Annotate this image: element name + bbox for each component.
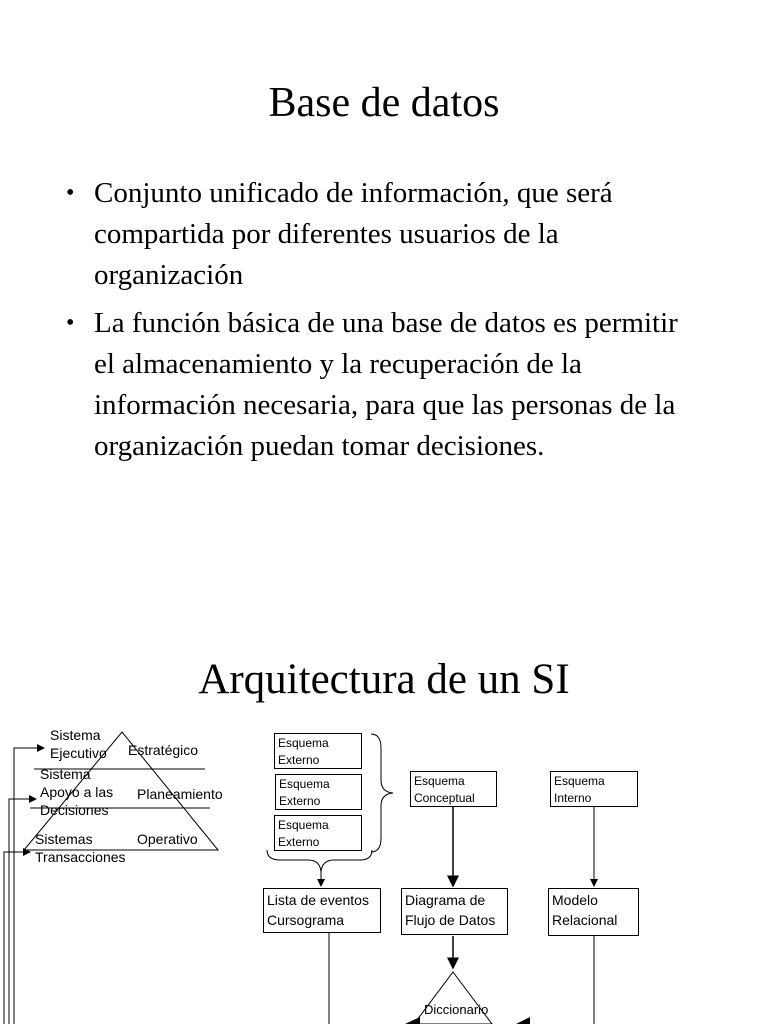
slide-title: Base de datos xyxy=(268,80,500,126)
bullet-item xyxy=(60,173,700,296)
brace-bottom xyxy=(267,850,372,872)
bullet-text: La función básica de una base de datos es permitir el almacenamiento y la recuperación de la información necesaria, para que las personas de la organización puedan tomar decisiones. xyxy=(94,307,678,462)
dictionary-label: Diccionario xyxy=(424,1002,489,1017)
dfd-box: Diagrama de Flujo de Datos xyxy=(401,888,508,935)
conceptual-schema-box: Esquema Conceptual xyxy=(410,771,497,807)
external-schema-box: Esquema Externo xyxy=(275,774,362,810)
pyramid-level-label: Estratégico xyxy=(128,742,199,758)
events-list-box: Lista de eventos Cursograma xyxy=(263,888,381,933)
bullet-list xyxy=(60,173,700,474)
bullet-dot-icon: • xyxy=(66,310,75,336)
pyramid-system-label: Sistema Ejecutivo xyxy=(50,727,107,761)
internal-schema-box: Esquema Interno xyxy=(550,771,638,807)
pyramid-level-label: Planeamiento xyxy=(137,786,223,802)
feedback-arrow xyxy=(9,799,36,1024)
slide-title: Arquitectura de un SI xyxy=(198,656,570,703)
pyramid-system-label: Sistema Apoyo a las Decisiones xyxy=(40,766,114,818)
brace-right xyxy=(371,734,393,852)
diagram-lines xyxy=(0,512,768,1024)
bullet-dot-icon: • xyxy=(66,180,75,206)
pyramid-system-label: Sistemas Transacciones xyxy=(35,831,126,865)
bullet-item xyxy=(60,303,700,467)
bullet-text: Conjunto unificado de información, que será compartida por diferentes usuarios de la organización xyxy=(94,177,613,291)
external-schema-box: Esquema Externo xyxy=(274,815,362,851)
external-schema-box: Esquema Externo xyxy=(274,733,362,769)
dictionary-side-arrow xyxy=(516,1017,530,1024)
relational-model-box: Modelo Relacional xyxy=(548,888,639,936)
architecture-diagram xyxy=(0,512,768,1024)
feedback-arrow xyxy=(4,852,30,1024)
pyramid-level-label: Operativo xyxy=(137,831,198,847)
dictionary-side-arrow xyxy=(405,1017,420,1024)
slide-arquitectura xyxy=(0,512,768,1024)
